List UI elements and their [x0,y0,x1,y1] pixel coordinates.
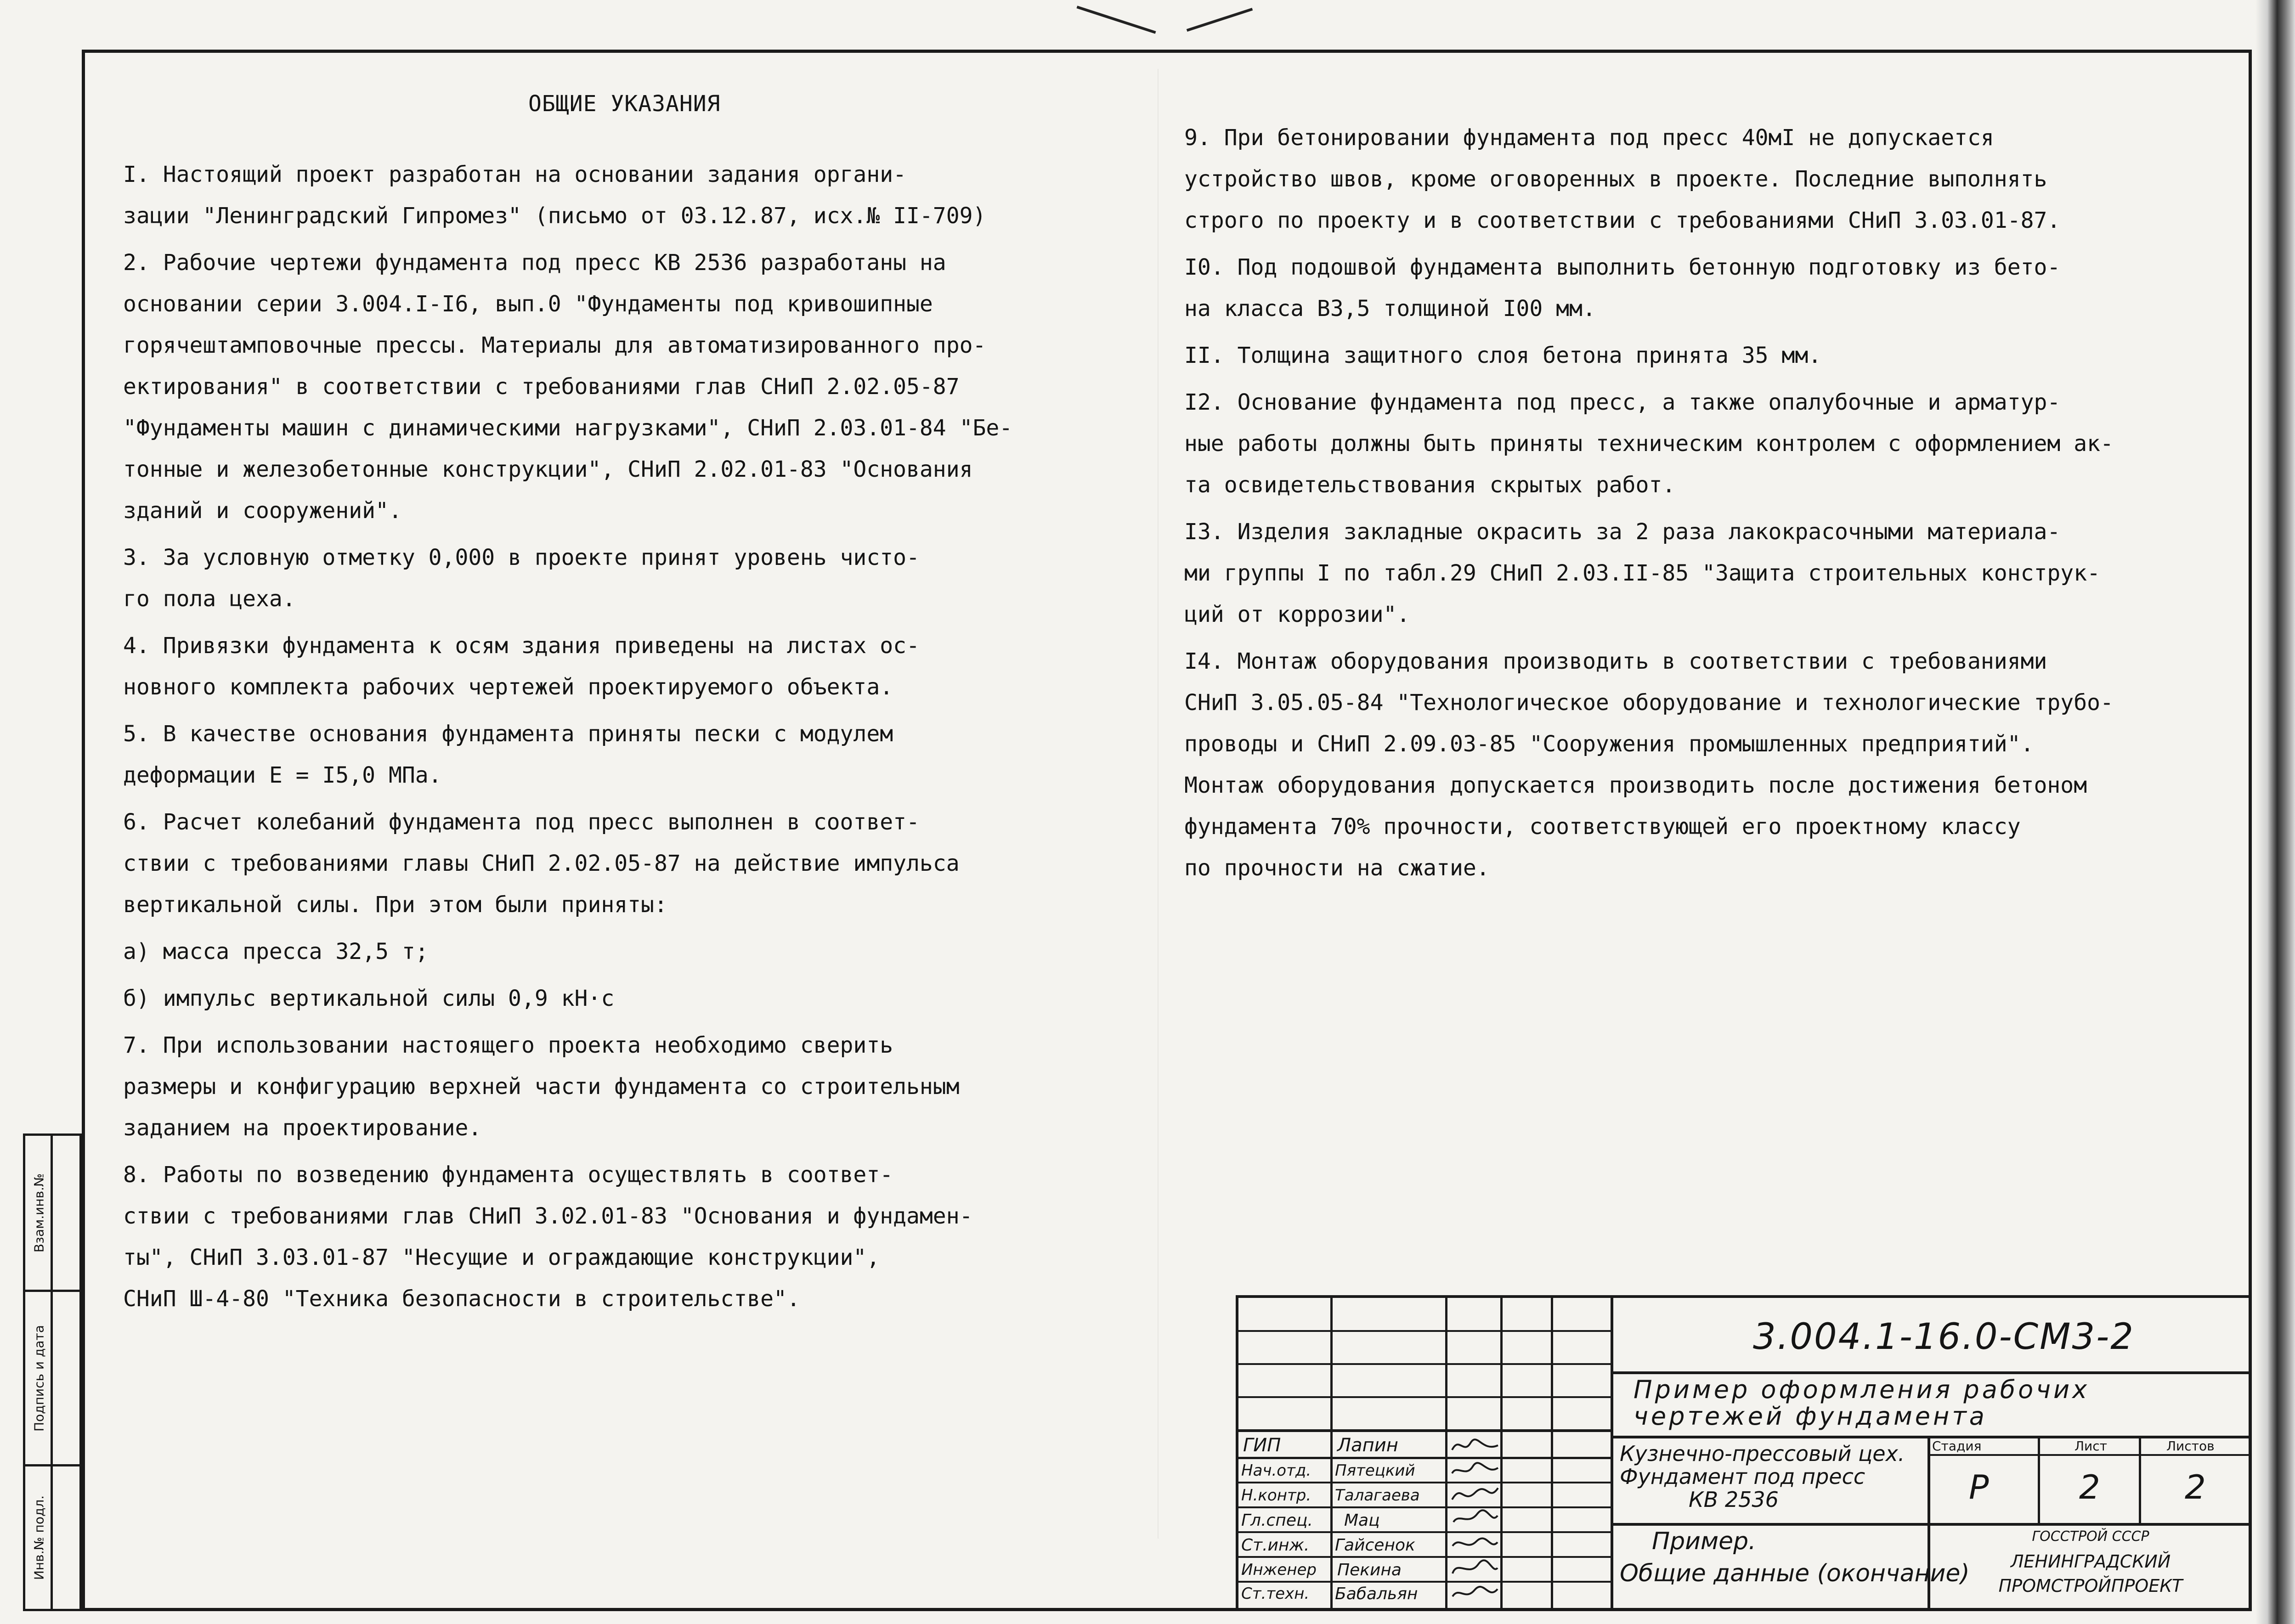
signer-role: Н.контр. [1241,1486,1311,1505]
registration-mark-left [1076,6,1156,34]
tb-grid-line [2139,1436,2141,1523]
tb-grid-line [1928,1454,2252,1456]
signer-name: Лапин [1337,1435,1398,1456]
tb-grid-line [1611,1436,2252,1438]
note-paragraph: 3. За условную отметку 0,000 в проекте принят уровень чисто- го пола цеха. [123,545,920,612]
organization-line: ПРОМСТРОЙПРОЕКТ [1998,1576,2183,1596]
tb-grid-line [1551,1298,1553,1608]
tb-grid-line [1238,1330,1611,1332]
tb-grid-line [1330,1298,1333,1608]
binding-strip [23,1133,82,1611]
tb-grid-line [1611,1371,2252,1374]
registration-mark-right [1187,8,1253,32]
sheets-header: Листов [2166,1438,2215,1454]
note-paragraph: б) импульс вертикальной силы 0,9 кН·с [123,986,615,1011]
object-name-line: Кузнечно-прессовый цех. [1620,1441,1905,1466]
tb-grid-line [1238,1556,1611,1558]
signer-role: Ст.техн. [1241,1585,1310,1603]
tb-grid-line [1238,1396,1611,1398]
note-paragraph: I0. Под подошвой фундамента выполнить бетонную подготовку из бето- на класса В3,5 толщиной I00 мм. [1184,254,2061,321]
note-paragraph: I3. Изделия закладные окрасить за 2 раза лакокрасочными материала- ми группы I по табл.29 СНиП 2.03.II-85 "Защита строительных конструк- ций от коррозии". [1184,519,2100,627]
stage-value: Р [1969,1468,1989,1506]
note-paragraph: 4. Привязки фундамента к осям здания приведены на листах ос- новного комплекта рабочих чертежей проектируемого объекта. [123,633,920,700]
note-paragraph: I2. Основание фундамента под пресс, а также опалубочные и арматур- ные работы должны быть приняты техническим контролем с оформлением ак- та освидетельствования скрытых работ. [1184,389,2114,498]
signer-name: Гайсенок [1335,1536,1415,1555]
signature-scribble [1450,1460,1500,1481]
sheet-title-line: Общие данные (окончание) [1620,1560,1970,1587]
sheet-title-line: Пример. [1652,1528,1756,1555]
strip-cell-replacement [25,1136,79,1292]
tb-grid-line [1445,1298,1447,1608]
signer-name: Талагаева [1335,1486,1420,1505]
strip-cell-signature [25,1292,79,1466]
note-paragraph: 7. При использовании настоящего проекта необходимо сверить размеры и конфигурацию верхней части фундамента со строительным заданием на проектирование. [123,1032,960,1141]
tb-grid-line [1611,1298,1613,1608]
tb-grid-line [1238,1506,1611,1508]
signer-name: Мац [1344,1511,1380,1530]
signer-name: Бабальян [1335,1585,1418,1603]
tb-grid-line [1238,1363,1611,1365]
scan-edge [2255,0,2295,1624]
signer-role: Ст.инж. [1241,1536,1310,1555]
signature-scribble [1450,1558,1500,1579]
signer-name: Пятецкий [1335,1461,1415,1480]
tb-grid-line [1238,1531,1611,1533]
strip-label: Инв.№ подл. [27,1466,53,1609]
tb-grid-line [2038,1436,2040,1523]
signature-scribble [1450,1434,1500,1457]
title-block [1236,1295,2252,1611]
strip-cell-inventory [25,1466,79,1609]
strip-label: Подпись и дата [27,1292,53,1464]
tb-grid-line [1238,1581,1611,1583]
document-code: 3.004.1-16.0-СМ3-2 [1753,1316,2135,1358]
tb-grid-line [1238,1429,1611,1432]
signer-role: Инженер [1241,1561,1317,1579]
note-paragraph: I4. Монтаж оборудования производить в соответствии с требованиями СНиП 3.05.05-84 "Технологическое оборудование и технологические трубо- проводы и СНиП 2.09.03-85 "Сооружения промышленных предприятий". Монтаж оборудования допускается производить после достижения бетоном фундамента 70% прочности, соответствующей его проектному классу по прочности на сжатие. [1184,648,2114,881]
note-paragraph: II. Толщина защитного слоя бетона принята 35 мм. [1184,343,1822,368]
left-column [123,154,1111,1325]
note-paragraph: 5. В качестве основания фундамента приняты пески с модулем деформации E = I5,0 МПа. [123,721,893,788]
project-title-line: чертежей фундамента [1634,1402,1987,1431]
note-paragraph: а) масса пресса 32,5 т; [123,939,429,964]
note-paragraph: 9. При бетонировании фундамента под пресс 40мI не допускается устройство швов, кроме оговоренных в проекте. Последние выполнять строго по проекту и в соответствии с требованиями СНиП 3.03.01-87. [1184,125,2061,233]
signer-name: Пекина [1337,1561,1402,1579]
signer-role: Гл.спец. [1241,1511,1313,1530]
signature-scribble [1450,1583,1500,1604]
object-name-line: КВ 2536 [1689,1487,1779,1512]
note-paragraph: I. Настоящий проект разработан на основании задания органи- зации "Ленинградский Гипромез" (письмо от 03.12.87, исх.№ II-709) [123,162,986,229]
signature-scribble [1450,1508,1500,1529]
signer-role: ГИП [1243,1435,1281,1456]
page-fold [1158,69,1159,1539]
sheets-value: 2 [2185,1468,2206,1506]
sheet-value: 2 [2079,1468,2100,1506]
sheet-header: Лист [2075,1438,2107,1454]
note-paragraph: 8. Работы по возведению фундамента осуществлять в соответ- ствии с требованиями глав СНиП 3.02.01-83 "Основания и фундамен- ты", СНиП 3.03.01-87 "Несущие и ограждающие конструкции", СНиП Ш-4-80 "Техника безопасности в строительстве". [123,1162,973,1312]
signer-role: Нач.отд. [1241,1461,1311,1480]
project-title-line: Пример оформления рабочих [1634,1375,2090,1404]
strip-label: Взам.инв.№ [27,1136,53,1290]
stage-header: Стадия [1932,1438,1982,1454]
page-heading: ОБЩИЕ УКАЗАНИЯ [528,91,721,117]
signature-scribble [1450,1533,1500,1554]
note-paragraph: 6. Расчет колебаний фундамента под пресс выполнен в соответ- ствии с требованиями главы СНиП 2.02.05-87 на действие импульса вертикальной силы. При этом были приняты: [123,809,960,918]
note-paragraph: 2. Рабочие чертежи фундамента под пресс КВ 2536 разработаны на основании серии 3.004.I-I6, вып.0 "Фундаменты под кривошипные горячештамповочные прессы. Материалы для автоматизированного про- ектирования" в соответствии с требованиями глав СНиП 2.02.05-87 "Фундаменты машин с динамическими нагрузками", СНиП 2.03.01-84 "Бе- тонные и железобетонные конструкции", СНиП 2.02.01-83 "Основания зданий и сооружений". [123,250,1013,524]
organization-line: ЛЕНИНГРАДСКИЙ [2010,1551,2171,1572]
tb-grid-line [1238,1482,1611,1483]
signature-scribble [1450,1483,1500,1505]
right-column [1184,117,2236,894]
tb-grid-line [1500,1298,1503,1608]
tb-grid-line [1238,1457,1611,1459]
tb-grid-line [1611,1523,2252,1526]
object-name-line: Фундамент под пресс [1620,1464,1865,1489]
organization-line: ГОССТРОЙ СССР [2032,1528,2149,1545]
